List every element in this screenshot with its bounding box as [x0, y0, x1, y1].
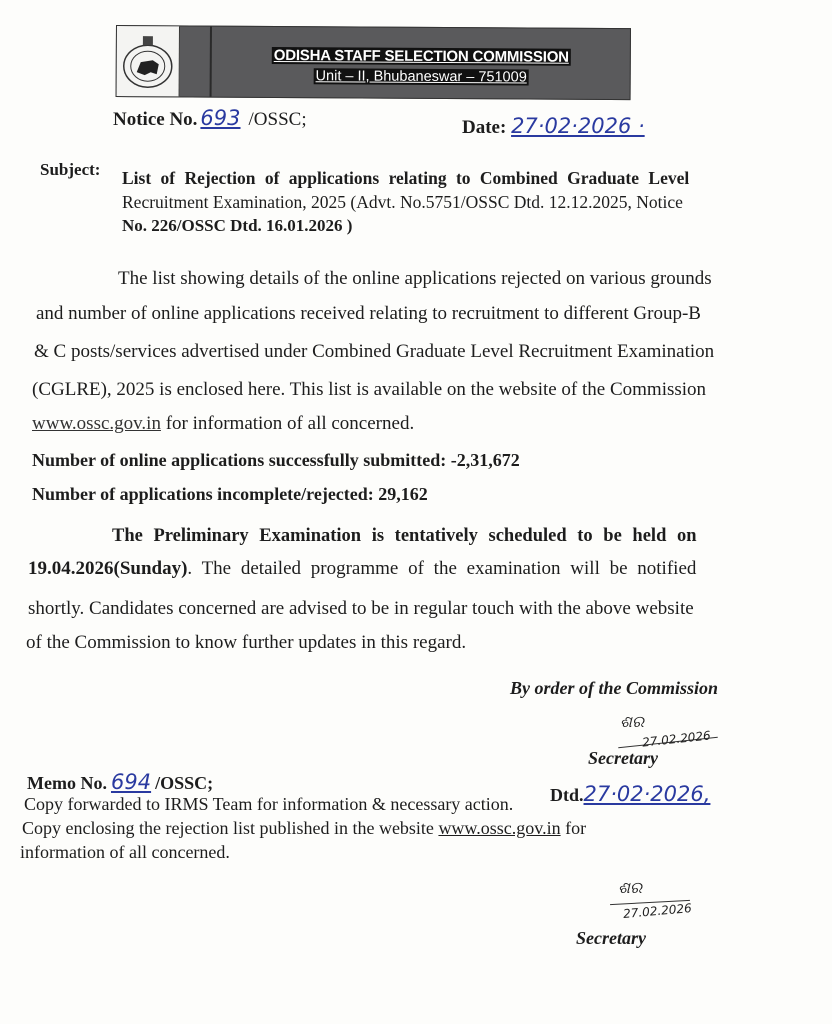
submitted-count: Number of online applications successfully submitted: -2,31,672 — [32, 450, 520, 470]
ossc-website-link-2[interactable]: www.ossc.gov.in — [438, 818, 561, 838]
para1-line-2: and number of online applications received relating to recruitment to different Group-B — [36, 303, 701, 324]
signature2-date: 27.02.2026 — [622, 901, 693, 921]
subject-line-3: No. 226/OSSC Dtd. 16.01.2026 ) — [122, 216, 353, 235]
header-divider — [210, 27, 212, 97]
signature-initials: ଶର — [620, 712, 645, 731]
subject-label: Subject: — [40, 160, 101, 179]
memo-number: 694 — [110, 770, 152, 794]
copy-enclosing-line: Copy enclosing the rejection list published in the website www.ossc.gov.in for — [22, 818, 587, 838]
notice-date: 27·02·2026 · — [511, 114, 645, 138]
signature-date: 27.02.2026 — [641, 728, 712, 750]
subject-line-1: List of Rejection of applications relating to Combined Graduate Level — [122, 168, 690, 188]
org-address: Unit – II, Bhubaneswar – 751009 — [315, 68, 527, 86]
date-label: Date: — [462, 117, 507, 138]
copy-forward-line: Copy forwarded to IRMS Team for information & necessary action. — [24, 794, 514, 814]
by-order-text: By order of the Commission — [510, 678, 719, 698]
memo-number-line: Memo No. 694 /OSSC; — [27, 770, 214, 794]
org-name: ODISHA STAFF SELECTION COMMISSION — [273, 46, 569, 66]
para1-line-4: (CGLRE), 2025 is enclosed here. This list is available on the website of the Commission — [32, 379, 707, 400]
para1-line-5: www.ossc.gov.in for information of all concerned. — [32, 413, 415, 434]
memo-date-line: Dtd.27·02·2026, — [550, 782, 711, 806]
notice-number-line — [113, 106, 307, 131]
notice-label: Notice No. — [113, 109, 198, 130]
ossc-website-link[interactable]: www.ossc.gov.in — [32, 413, 161, 434]
para1-line-3: & C posts/services advertised under Combined Graduate Level Recruitment Examination — [34, 341, 715, 362]
subject-line-2: Recruitment Examination, 2025 (Advt. No.5751/OSSC Dtd. 12.12.2025, Notice — [122, 192, 683, 212]
notice-number: 693 — [200, 106, 241, 130]
rejected-count: Number of applications incomplete/rejected: 29,162 — [32, 484, 428, 504]
para2-line-3: shortly. Candidates concerned are advised to be in regular touch with the above website — [28, 598, 694, 619]
notice-suffix: /OSSC; — [248, 109, 307, 130]
letterhead-banner — [116, 25, 631, 100]
para1-line-1: The list showing details of the online applications rejected on various grounds — [118, 268, 712, 289]
odisha-emblem-icon — [121, 32, 175, 90]
secretary-title-2: Secretary — [576, 928, 646, 948]
memo-date: 27·02·2026, — [583, 782, 711, 806]
logo-box — [117, 26, 180, 96]
para2-line-1: The Preliminary Examination is tentatively scheduled to be held on — [112, 526, 697, 546]
para2-line-2: 19.04.2026(Sunday). The detailed programme of the examination will be notified — [28, 558, 697, 579]
secretary-title: Secretary — [588, 748, 658, 768]
para2-line-4: of the Commission to know further updates in this regard. — [26, 632, 467, 653]
notice-date-line — [462, 114, 645, 139]
copy-enclosing-line-2: information of all concerned. — [20, 842, 230, 862]
signature2-initials: ଶର — [618, 878, 643, 897]
